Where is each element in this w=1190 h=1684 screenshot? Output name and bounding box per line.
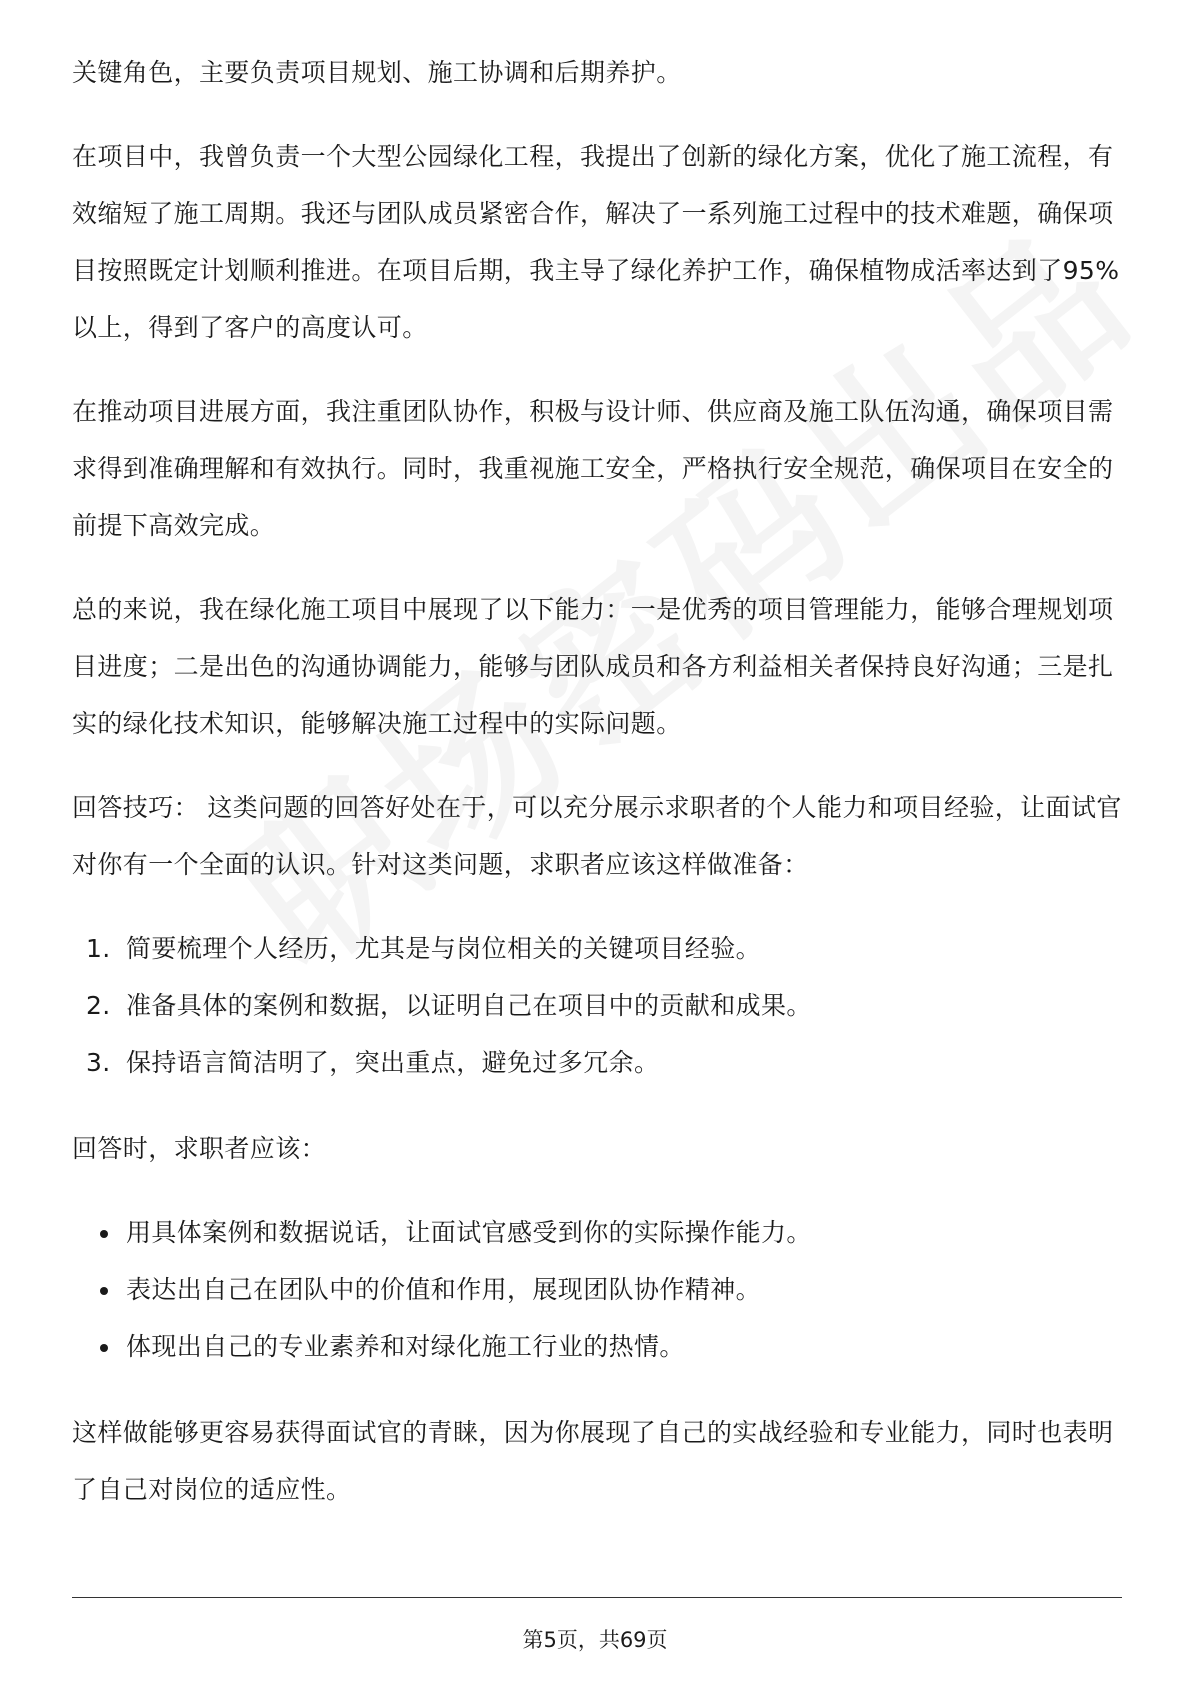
list-number: 1. (86, 934, 111, 963)
list-item-text: 简要梳理个人经历，尤其是与岗位相关的关键项目经验。 (126, 934, 762, 963)
bullet-icon (100, 1287, 108, 1295)
document-content (72, 44, 1122, 1545)
paragraph-summary: 总的来说，我在绿化施工项目中展现了以下能力：一是优秀的项目管理能力，能够合理规划项目进度；二是出色的沟通协调能力，能够与团队成员和各方利益相关者保持良好沟通；三是扎实的绿化技术知识，能够解决施工过程中的实际问题。 (72, 595, 1114, 738)
list-item-text: 用具体案例和数据说话，让面试官感受到你的实际操作能力。 (126, 1218, 812, 1247)
list-item (72, 977, 1122, 1034)
paragraph-closing: 这样做能够更容易获得面试官的青睐，因为你展现了自己的实战经验和专业能力，同时也表明了自己对岗位的适应性。 (72, 1418, 1114, 1504)
paragraph-project: 在项目中，我曾负责一个大型公园绿化工程，我提出了创新的绿化方案，优化了施工流程，有效缩短了施工周期。我还与团队成员紧密合作，解决了一系列施工过程中的技术难题，确保项目按照既定计划顺利推进。在项目后期，我主导了绿化养护工作，确保植物成活率达到了95%以上，得到了客户的高度认可。 (72, 142, 1120, 342)
list-number: 2. (86, 991, 111, 1020)
list-item-text: 体现出自己的专业素养和对绿化施工行业的热情。 (126, 1332, 685, 1361)
list-item (72, 1204, 1122, 1261)
footer-divider (72, 1597, 1122, 1598)
list-item-text: 保持语言简洁明了，突出重点，避免过多冗余。 (126, 1048, 660, 1077)
list-item-text: 表达出自己在团队中的价值和作用，展现团队协作精神。 (126, 1275, 762, 1304)
paragraph-answer-intro: 回答时，求职者应该： (72, 1134, 327, 1163)
numbered-list (72, 920, 1122, 1091)
bullet-list (72, 1204, 1122, 1375)
bullet-icon (100, 1230, 108, 1238)
list-item (72, 1261, 1122, 1318)
list-item (72, 920, 1122, 977)
page-number: 第5页，共69页 (522, 1628, 668, 1652)
paragraph-role: 关键角色，主要负责项目规划、施工协调和后期养护。 (72, 58, 682, 87)
list-number: 3. (86, 1048, 111, 1077)
paragraph-tips: 回答技巧： 这类问题的回答好处在于，可以充分展示求职者的个人能力和项目经验，让面试官对你有一个全面的认识。针对这类问题，求职者应该这样做准备： (72, 793, 1122, 879)
list-item (72, 1318, 1122, 1375)
paragraph-teamwork: 在推动项目进展方面，我注重团队协作，积极与设计师、供应商及施工队伍沟通，确保项目需求得到准确理解和有效执行。同时，我重视施工安全，严格执行安全规范，确保项目在安全的前提下高效完成。 (72, 397, 1114, 540)
list-item-text: 准备具体的案例和数据，以证明自己在项目中的贡献和成果。 (126, 991, 812, 1020)
list-item (72, 1034, 1122, 1091)
bullet-icon (100, 1344, 108, 1352)
